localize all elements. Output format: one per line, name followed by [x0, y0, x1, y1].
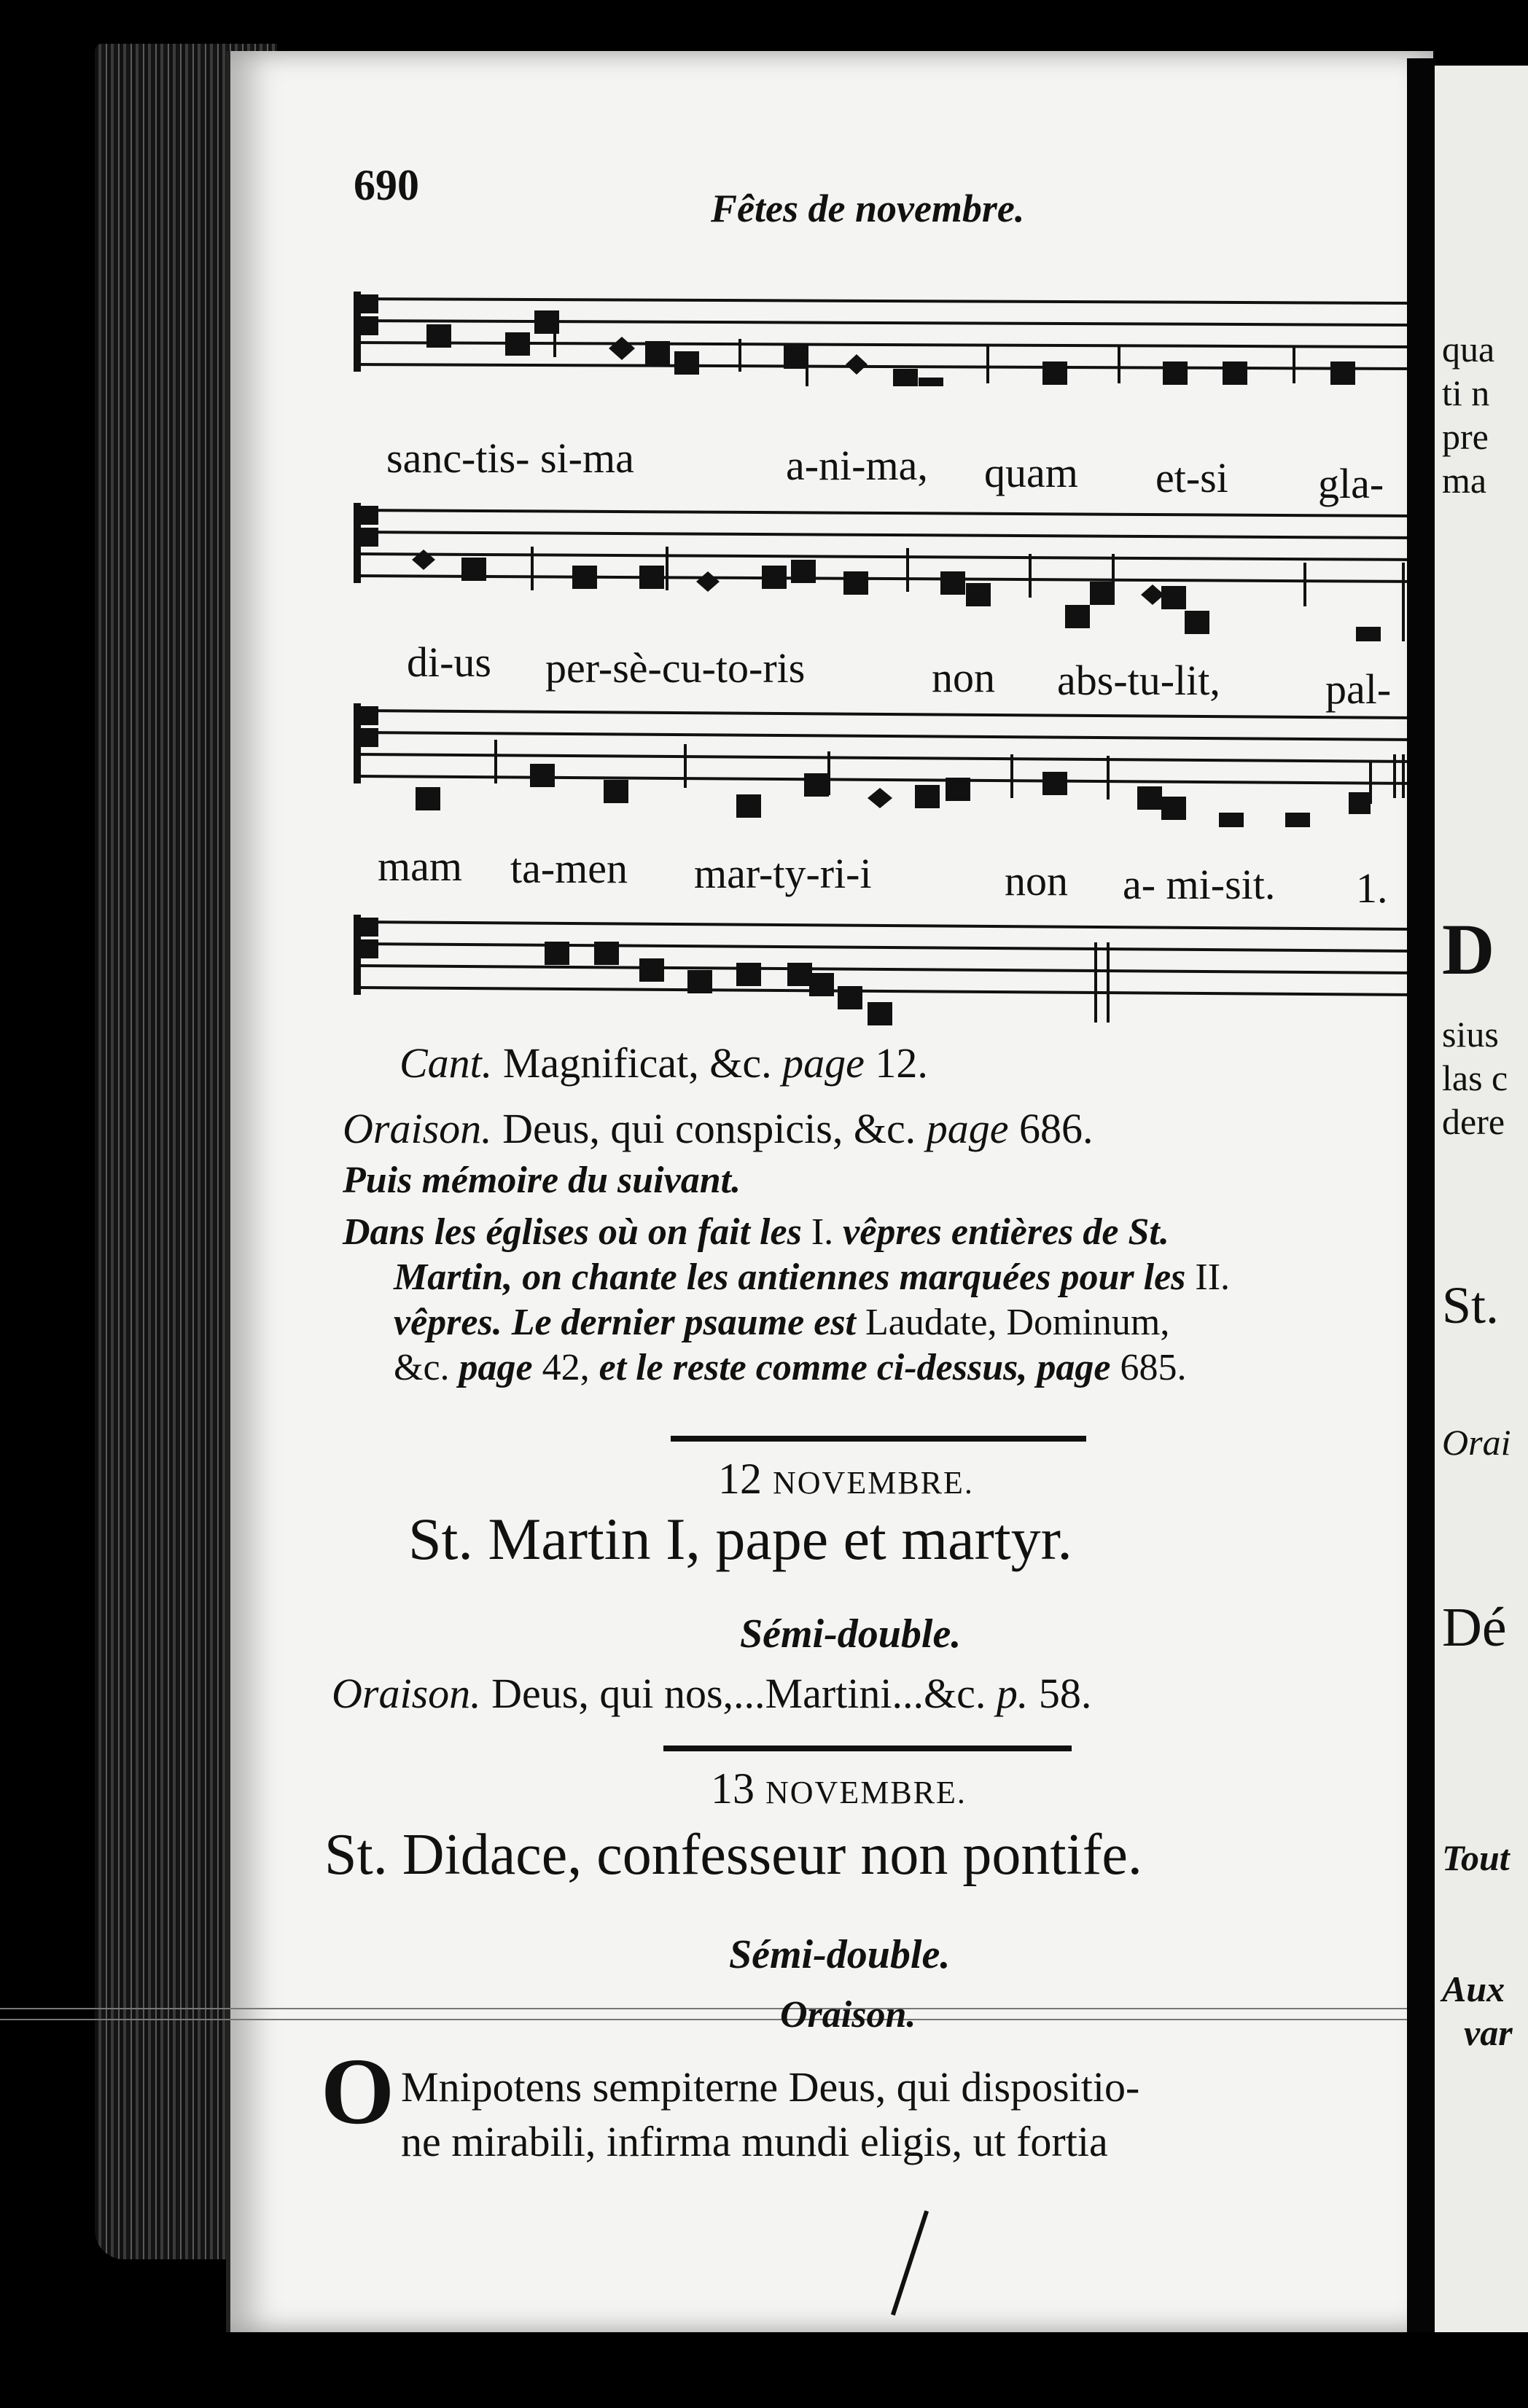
oraison-text: Deus, qui conspicis, &c.	[502, 1105, 916, 1152]
rubric-text: et le reste comme ci-dessus, page	[599, 1347, 1111, 1388]
feast-title: St. Martin I, pape et martyr.	[408, 1506, 1072, 1572]
oraison-page-label: page	[926, 1105, 1009, 1152]
lyric-line-2-word-4: abs-tu-lit,	[1057, 657, 1220, 704]
feast-date-month: NOVEMBRE.	[765, 1775, 967, 1810]
oraison-reference-line	[343, 1104, 1093, 1153]
running-title: Fêtes de novembre.	[711, 187, 1025, 230]
facing-page-fragment: St.	[1442, 1276, 1500, 1334]
facing-page-fragment: Orai	[1442, 1422, 1511, 1463]
facing-page-fragment: qua	[1442, 329, 1495, 370]
lyric-line-3-word-2: ta-men	[510, 845, 628, 892]
section-rule	[671, 1436, 1086, 1442]
rubric-text: 685.	[1120, 1347, 1187, 1388]
feast-date-month: NOVEMBRE.	[773, 1465, 974, 1501]
cantique-text: Magnificat, &c.	[502, 1039, 772, 1087]
facing-page-fragment: ti n	[1442, 372, 1490, 413]
rubric-text: Dans les églises où on fait les	[343, 1211, 802, 1253]
feast-title: St. Didace, confesseur non pontife.	[324, 1823, 1142, 1887]
lyric-line-3-word-4: non	[1005, 857, 1068, 904]
rubric-paragraph	[343, 1210, 1392, 1391]
oraison-label: Oraison.	[343, 1105, 492, 1152]
feast-rank: Sémi-double.	[740, 1611, 962, 1657]
lyric-line-2-word-3: non	[932, 654, 995, 701]
facing-page-fragment: Aux	[1442, 1969, 1505, 2009]
feast-date-day: 13	[711, 1764, 755, 1813]
lyric-line-2-word-5: pal-	[1325, 665, 1392, 713]
facing-page-fragment: var	[1464, 2012, 1513, 2053]
music-staff-3	[354, 696, 1418, 798]
lyric-line-3-word-6: 1.	[1356, 864, 1388, 912]
facing-page	[1435, 66, 1528, 2332]
cantique-line	[399, 1039, 928, 1087]
section-rule	[663, 1746, 1072, 1751]
lyric-line-1-word-1: sanc-tis- si-ma	[386, 434, 634, 482]
feast-rank: Sémi-double.	[729, 1932, 951, 1977]
feast-oraison-label: Oraison.	[332, 1670, 481, 1717]
rubric-text: vêpres entières de St.	[843, 1211, 1169, 1253]
lyric-line-3-word-3: mar-ty-ri-i	[694, 850, 872, 897]
lyric-line-2-word-1: di-us	[407, 638, 491, 686]
drop-cap: O	[321, 2039, 395, 2144]
cantique-page-label: page	[782, 1039, 865, 1087]
music-staff-4	[354, 900, 1418, 1002]
facing-page-fragment: D	[1442, 909, 1495, 990]
feast-oraison-text: Deus, qui nos,...Martini...&c.	[491, 1670, 986, 1717]
book-gutter	[1407, 58, 1436, 2332]
rubric-text: vêpres. Le dernier psaume est	[394, 1302, 857, 1343]
lyric-line-2-word-2: per-sè-cu-to-ris	[545, 644, 806, 692]
facing-page-fragment: ma	[1442, 460, 1487, 501]
scan-line	[0, 2008, 1528, 2009]
music-staff-2	[354, 496, 1418, 598]
facing-page-fragment: las c	[1442, 1058, 1508, 1098]
feast-oraison-page-number: 58.	[1038, 1670, 1092, 1717]
prayer-heading: Oraison.	[780, 1994, 916, 2036]
rubric-text: I.	[811, 1211, 834, 1253]
feast-oraison-line	[332, 1669, 1091, 1718]
lyric-line-1-word-5: gla-	[1318, 460, 1384, 507]
prayer-line-2: ne mirabili, infirma mundi eligis, ut fortia	[401, 2118, 1108, 2165]
scan-line	[0, 2019, 1528, 2020]
lyric-line-3-word-5: a- mi-sit.	[1123, 861, 1276, 908]
feast-date	[718, 1454, 974, 1504]
lyric-line-3-word-1: mam	[378, 843, 462, 890]
facing-page-fragment: sius	[1442, 1014, 1499, 1055]
rubric-text: Martin, on chante les antiennes marquées pour les	[394, 1256, 1186, 1298]
facing-page-fragment: pre	[1442, 416, 1489, 457]
rubric-text: Laudate, Dominum,	[865, 1302, 1170, 1343]
lyric-line-1-word-3: quam	[984, 449, 1078, 496]
lyric-line-1-word-2: a-ni-ma,	[786, 442, 928, 489]
rubric-text: 42,	[542, 1347, 590, 1388]
cantique-page-number: 12.	[875, 1039, 928, 1087]
cantique-label: Cant.	[399, 1039, 493, 1087]
rubric-text: &c.	[394, 1347, 450, 1388]
facing-page-fragment: Dé	[1442, 1597, 1507, 1658]
facing-page-fragment: dere	[1442, 1101, 1505, 1142]
oraison-page-number: 686.	[1018, 1105, 1094, 1152]
facing-page-fragment: Tout	[1442, 1837, 1510, 1878]
lyric-line-1-word-4: et-si	[1155, 454, 1228, 501]
rubric-text: II.	[1195, 1256, 1231, 1298]
feast-date-day: 12	[718, 1455, 762, 1503]
rubric-text: page	[459, 1347, 533, 1388]
prayer-line-1: Mnipotens sempiterne Deus, qui dispositio-	[401, 2063, 1140, 2111]
feast-oraison-page-label: p.	[996, 1670, 1029, 1717]
feast-date	[711, 1764, 967, 1814]
music-staff-1	[354, 284, 1418, 386]
page-number: 690	[354, 161, 419, 209]
memoire-note: Puis mémoire du suivant.	[343, 1160, 741, 1201]
